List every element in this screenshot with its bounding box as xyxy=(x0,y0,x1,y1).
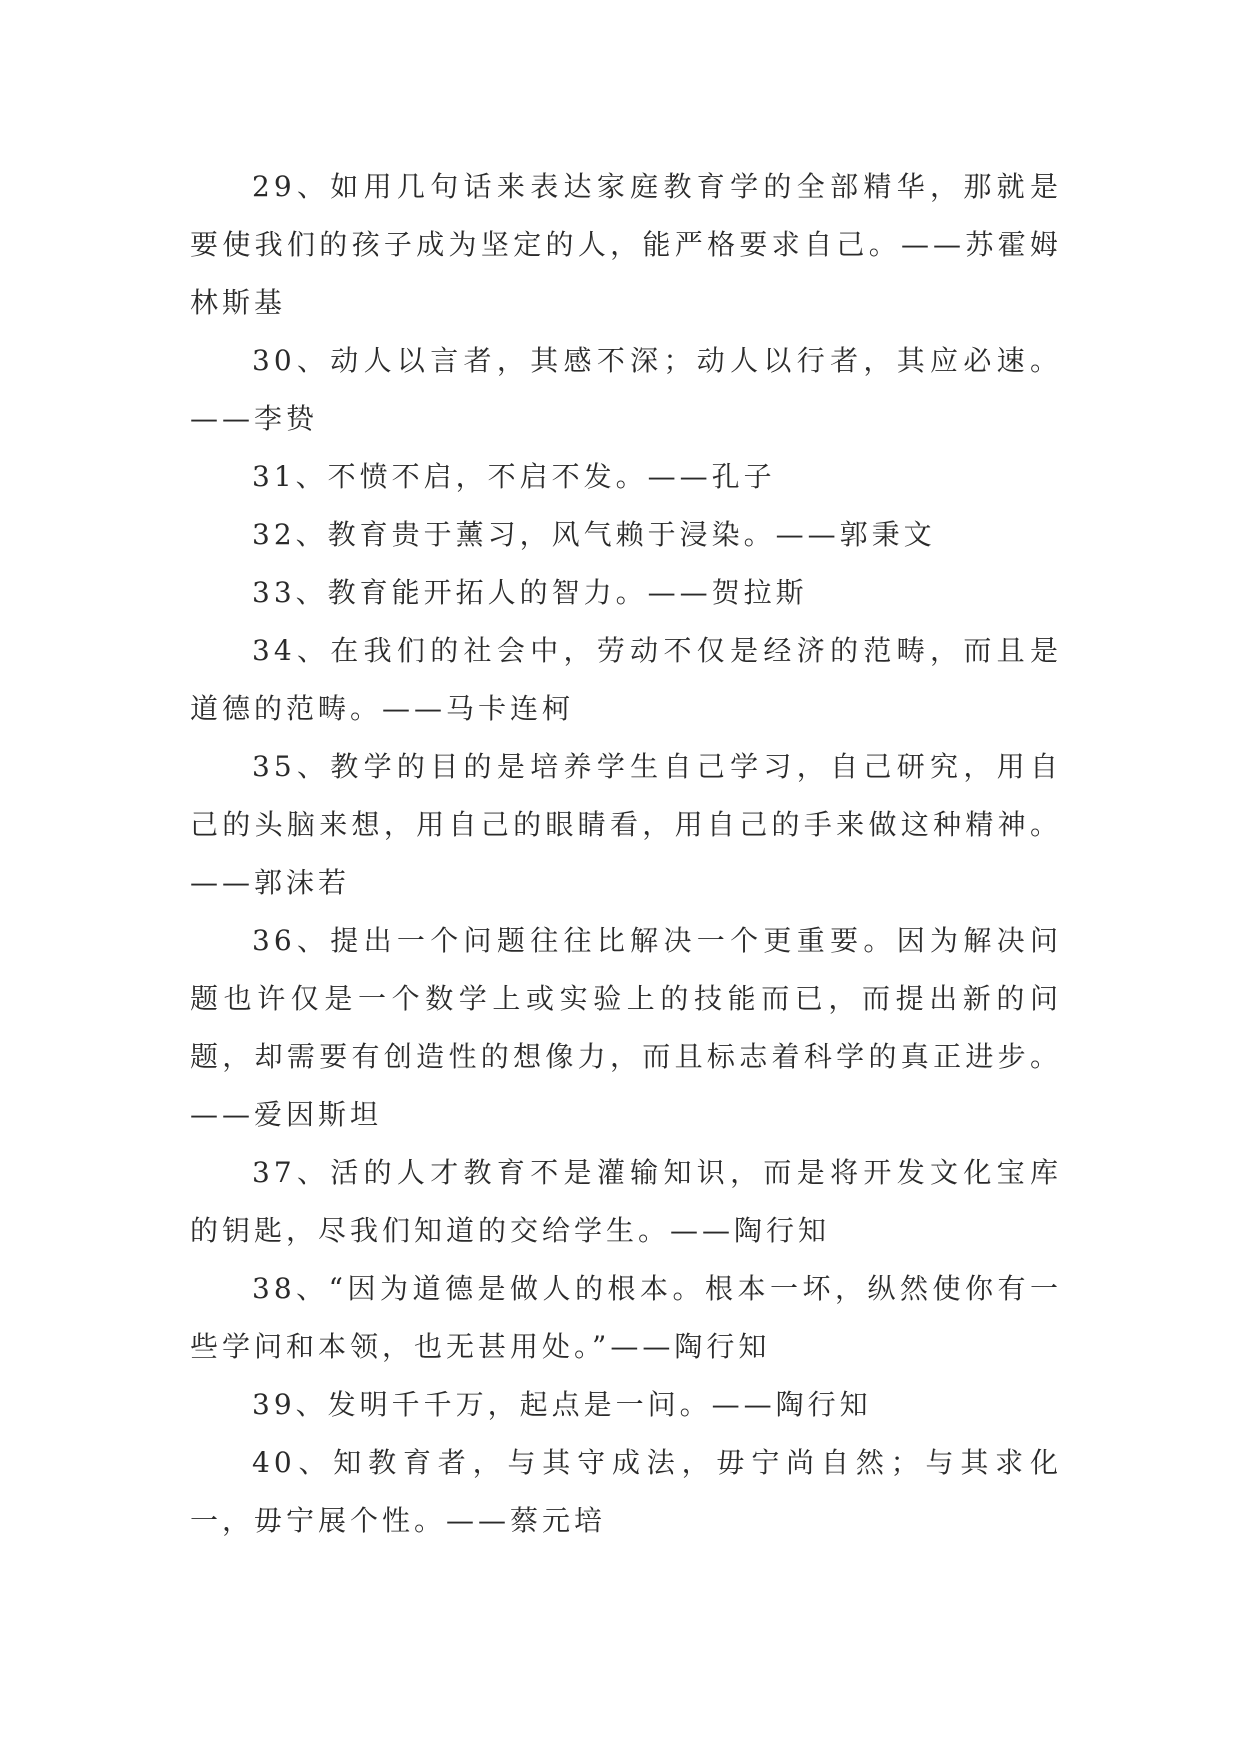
quote-36: 36、提出一个问题往往比解决一个更重要。因为解决问题也许仅是一个数学上或实验上的技能而已，而提出新的问题，却需要有创造性的想像力，而且标志着科学的真正进步。——爱因斯坦 xyxy=(190,924,1062,1131)
quote-29: 29、如用几句话来表达家庭教育学的全部精华，那就是要使我们的孩子成为坚定的人，能严格要求自己。——苏霍姆林斯基 xyxy=(190,170,1062,319)
quote-40: 40、知教育者，与其守成法，毋宁尚自然；与其求化一，毋宁展个性。——蔡元培 xyxy=(190,1446,1062,1537)
quote-32: 32、教育贵于薰习，风气赖于浸染。——郭秉文 xyxy=(252,518,936,551)
quote-31: 31、不愤不启，不启不发。——孔子 xyxy=(252,460,776,493)
quote-35: 35、教学的目的是培养学生自己学习，自己研究，用自己的头脑来想，用自己的眼睛看，用自己的手来做这种精神。——郭沫若 xyxy=(190,750,1062,899)
quote-37: 37、活的人才教育不是灌输知识，而是将开发文化宝库的钥匙，尽我们知道的交给学生。——陶行知 xyxy=(190,1156,1062,1247)
quote-38: 38、“因为道德是做人的根本。根本一坏，纵然使你有一些学问和本领，也无甚用处。”——陶行知 xyxy=(190,1272,1062,1363)
quote-list xyxy=(190,158,1062,1550)
quote-30: 30、动人以言者，其感不深；动人以行者，其应必速。——李贽 xyxy=(190,344,1062,435)
quote-39: 39、发明千千万，起点是一问。——陶行知 xyxy=(252,1388,872,1421)
quote-33: 33、教育能开拓人的智力。——贺拉斯 xyxy=(252,576,808,609)
quote-34: 34、在我们的社会中，劳动不仅是经济的范畴，而且是道德的范畴。——马卡连柯 xyxy=(190,634,1062,725)
